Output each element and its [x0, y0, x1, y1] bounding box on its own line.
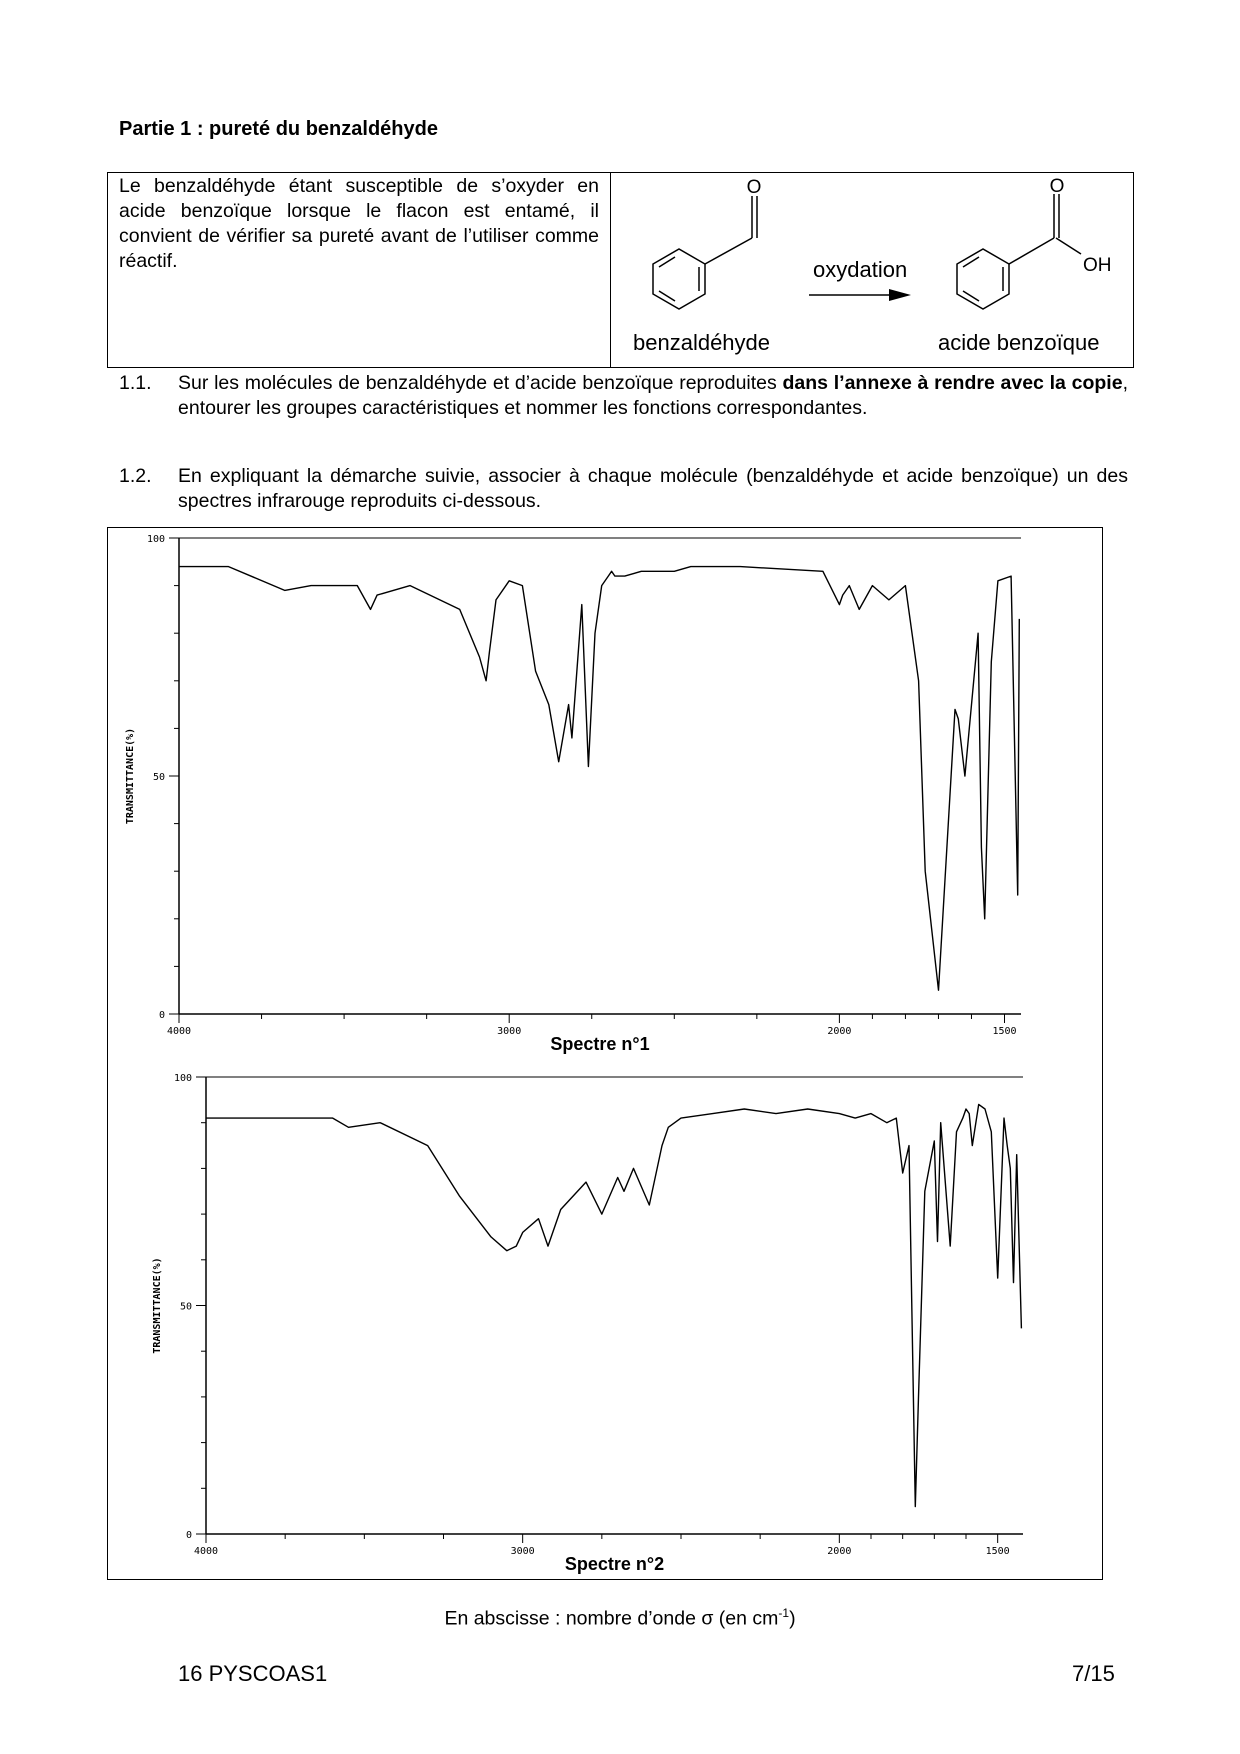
question-1-1-text: Sur les molécules de benzaldéhyde et d’acide benzoïque reproduites dans l’annexe à rendre avec la copie, entourer les groupes caractéristiques et nommer les fonctions correspondantes. [178, 372, 1128, 419]
ir-spectrum-2 [108, 1062, 1102, 1579]
benzaldehyde-structure [653, 196, 757, 309]
spectrum-2-trace [206, 1104, 1021, 1506]
spectrum-1-y-tick-label: 50 [152, 772, 165, 783]
benzoic-acid-oxygen-atom: O [1049, 176, 1065, 197]
spectrum-1-x-tick-label: 3000 [497, 1026, 522, 1037]
question-1-1-number: 1.1. [119, 372, 152, 394]
page-number: 7/15 [1072, 1661, 1115, 1686]
footer-code: 16 PYSCOAS1 [178, 1661, 328, 1686]
spectrum-1-y-tick-label: 0 [158, 1010, 165, 1021]
ir-spectrum-1 [108, 528, 1102, 1058]
benzaldehyde-label: benzaldéhyde [633, 330, 771, 355]
question-1-2-text: En expliquant la démarche suivie, associer à chaque molécule (benzaldéhyde et acide benzoïque) un des spectres infrarouge reproduits ci-dessous. [178, 465, 1128, 512]
spectrum-2-x-tick-label: 1500 [985, 1546, 1010, 1557]
spectrum-2-y-tick-label: 50 [179, 1301, 192, 1313]
spectrum-1-x-tick-label: 1500 [992, 1026, 1017, 1037]
spectrum-2-y-tick-label: 100 [173, 1073, 192, 1084]
spectrum-1-title: Spectre n°1 [550, 1034, 650, 1054]
spectrum-1-x-tick-label: 4000 [166, 1026, 192, 1037]
spectrum-1-x-tick-label: 2000 [827, 1026, 852, 1037]
part-title: Partie 1 : pureté du benzaldéhyde [119, 118, 438, 140]
spectrum-2-y-tick-label: 0 [185, 1530, 192, 1541]
spectrum-1-trace [179, 567, 1019, 991]
spectrum-2-x-tick-label: 4000 [193, 1546, 219, 1557]
hydroxyl-label: OH [1083, 255, 1112, 276]
spectrum-1-y-axis-label: TRANSMITTANCE(%) [125, 727, 136, 825]
intro-text: Le benzaldéhyde étant susceptible de s’oxyder en acide benzoïque lorsque le flacon est entamé, il convient de vérifier sa pureté avant de l’utiliser comme réactif. [119, 175, 599, 272]
question-1-2-number: 1.2. [119, 465, 152, 487]
abscissa-note: En abscisse : nombre d’onde σ (en $cm^{-1}$) [444, 1606, 796, 1630]
reaction-scheme [611, 172, 1133, 368]
spectrum-2-x-tick-label: 3000 [510, 1546, 535, 1557]
spectrum-1-y-tick-label: 100 [146, 534, 165, 545]
benzoic-acid-label: acide benzoïque [938, 330, 1100, 355]
reaction-label: oxydation [813, 257, 908, 282]
benzoic-acid-structure [957, 194, 1081, 309]
spectrum-2-x-tick-label: 2000 [827, 1546, 852, 1557]
reaction-arrow [809, 289, 911, 301]
spectrum-2-y-axis-label: TRANSMITTANCE(%) [152, 1257, 163, 1354]
benzaldehyde-oxygen-atom: O [746, 177, 762, 198]
spectrum-2-title: Spectre n°2 [564, 1554, 665, 1574]
